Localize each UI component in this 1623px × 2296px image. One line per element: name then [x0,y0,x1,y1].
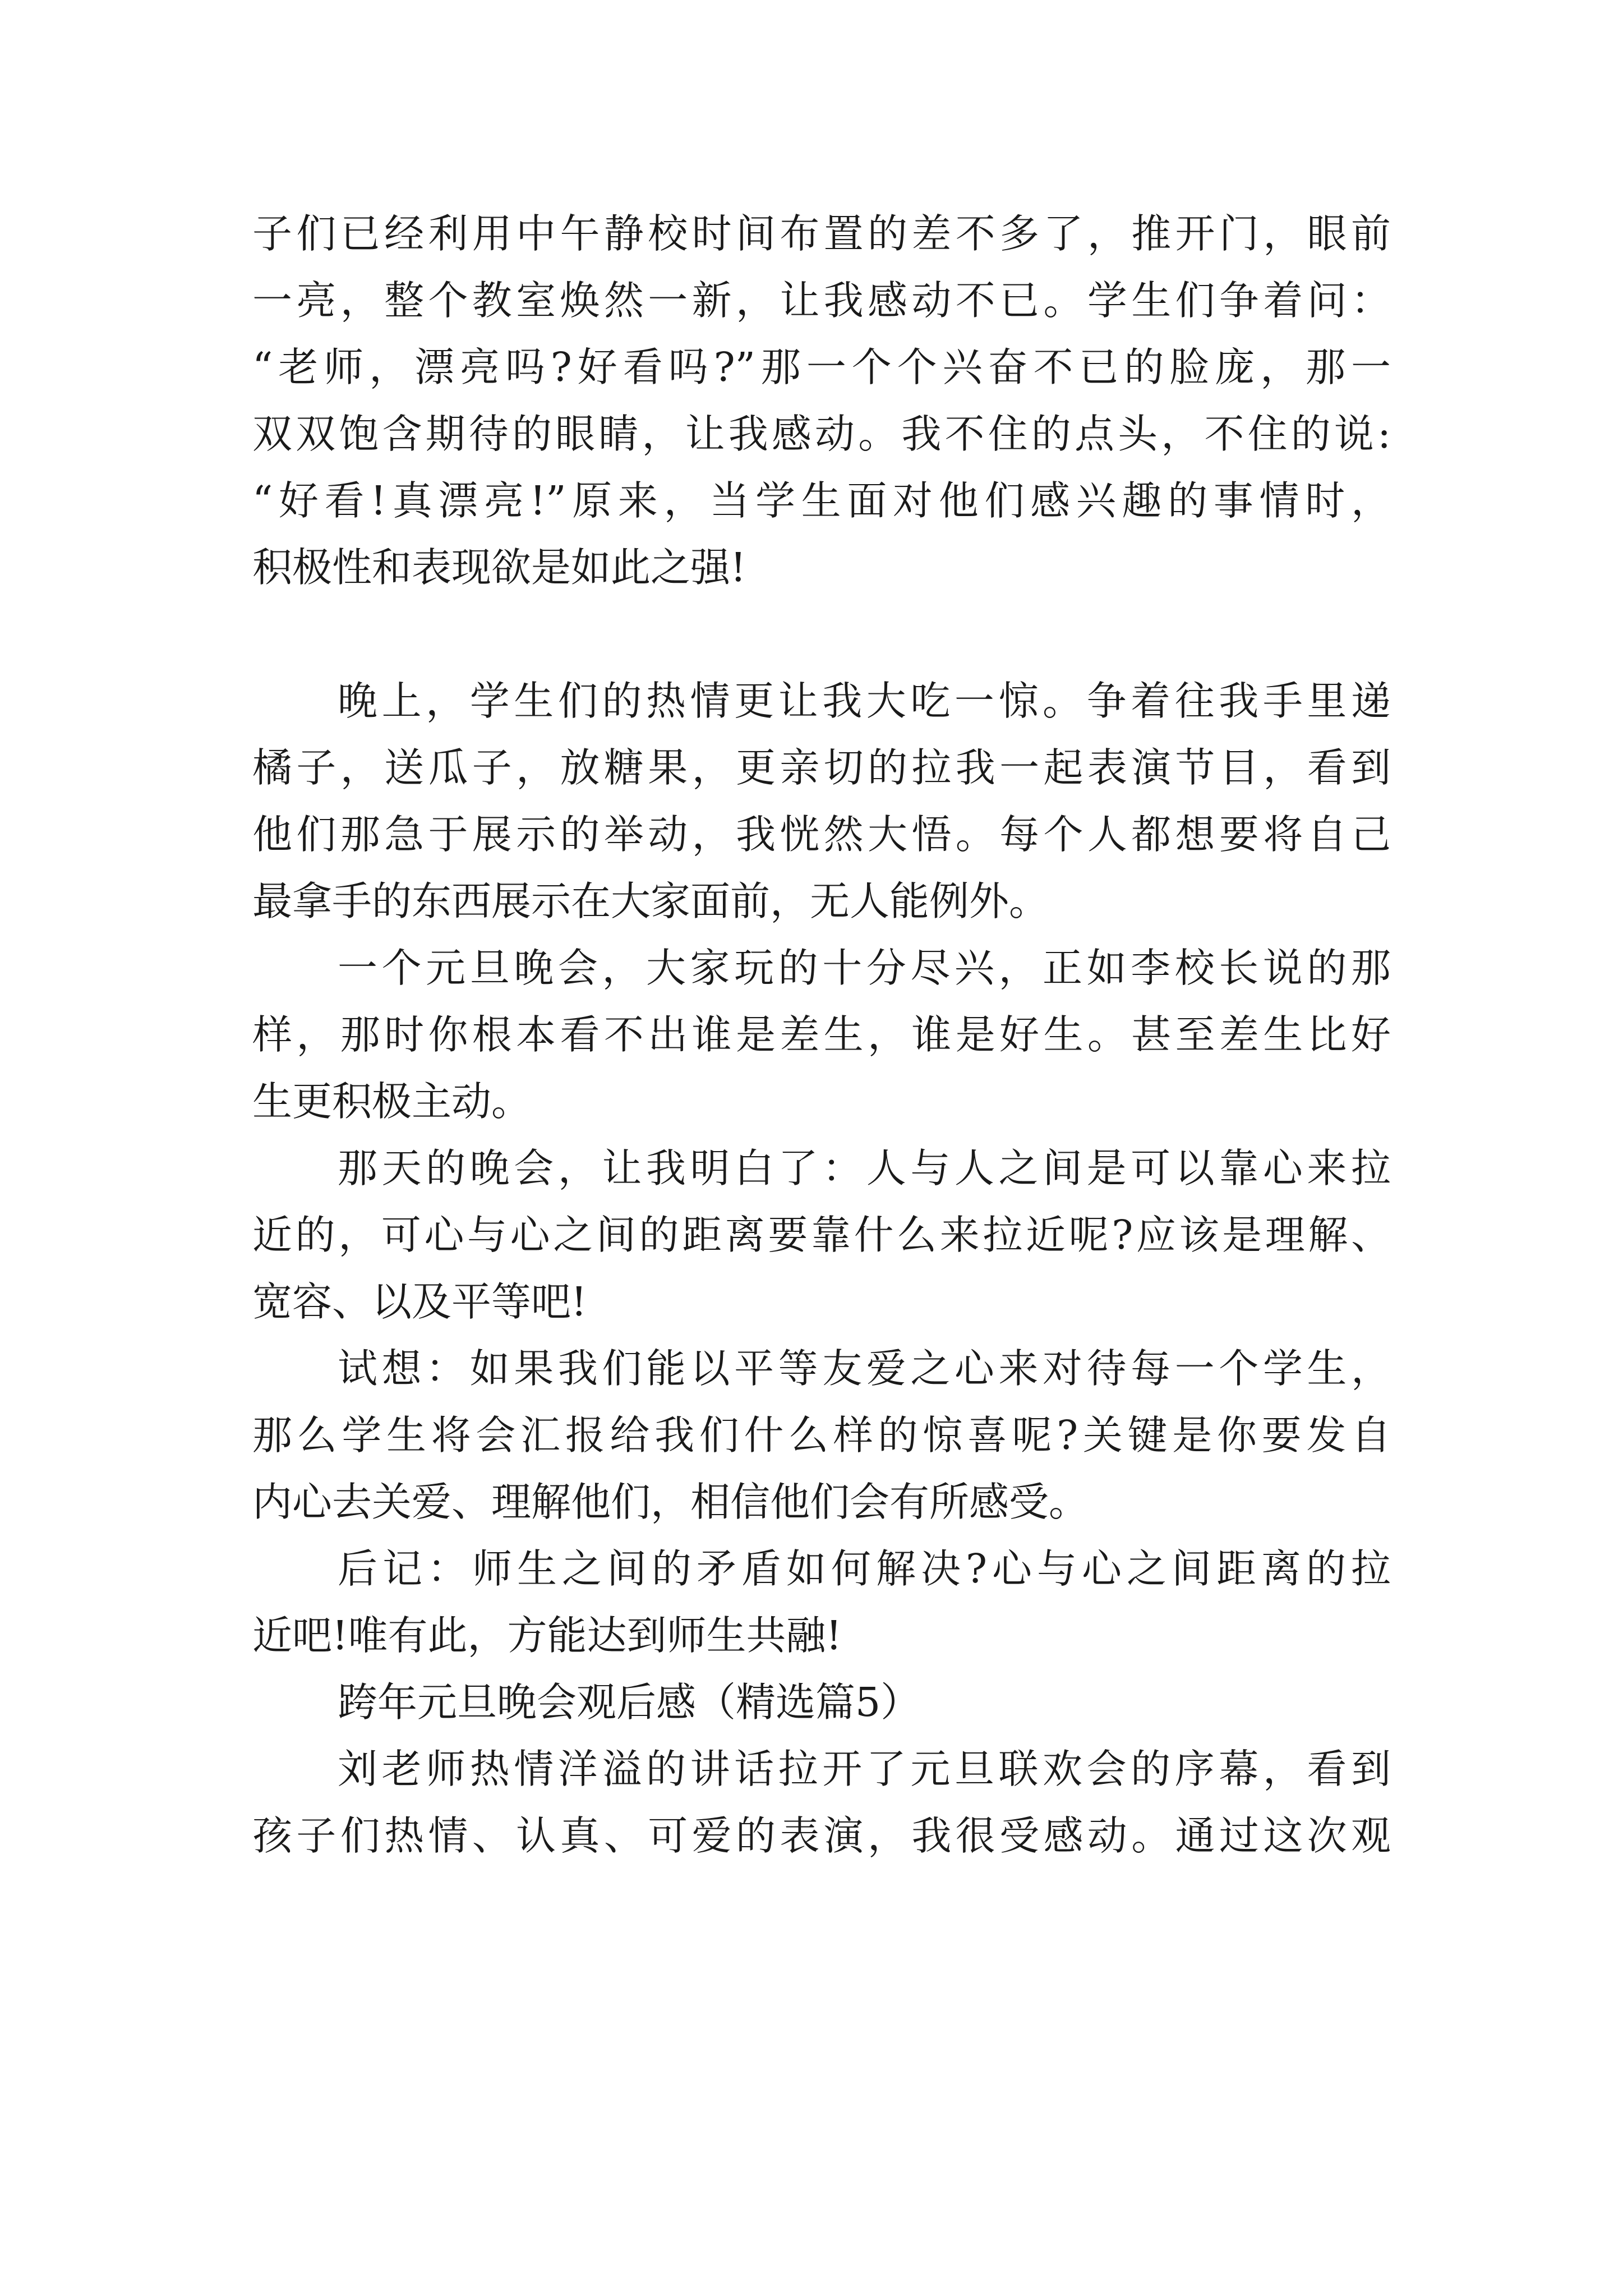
text-line: 积极性和表现欲是如此之强! [252,544,746,591]
text-line: 一个元旦晚会，大家玩的十分尽兴，正如李校长说的那 [338,945,1391,991]
text-line: 宽容、以及平等吧! [252,1278,587,1325]
text-line: 内心去关爱、理解他们，相信他们会有所感受。 [252,1479,1089,1525]
text-line: 子们已经利用中午静校时间布置的差不多了，推开门，眼前 [252,210,1391,257]
section-heading: 跨年元旦晚会观后感（精选篇5） [338,1679,921,1726]
text-line: 那么学生将会汇报给我们什么样的惊喜呢?关键是你要发自 [252,1412,1391,1458]
text-line: 晚上，学生们的热情更让我大吃一惊。争着往我手里递 [338,678,1391,724]
text-line: 一亮，整个教室焕然一新，让我感动不已。学生们争着问： [252,277,1391,324]
text-line: 那天的晚会，让我明白了：人与人之间是可以靠心来拉 [338,1145,1391,1191]
text-line: “老师，漂亮吗?好看吗?”那一个个兴奋不已的脸庞，那一 [252,344,1391,390]
text-line: 近的，可心与心之间的距离要靠什么来拉近呢?应该是理解、 [252,1212,1391,1258]
text-line: 刘老师热情洋溢的讲话拉开了元旦联欢会的序幕，看到 [338,1746,1391,1792]
text-line: 试想：如果我们能以平等友爱之心来对待每一个学生， [338,1345,1391,1392]
text-line: 橘子，送瓜子，放糖果，更亲切的拉我一起表演节目，看到 [252,744,1391,791]
text-line: 双双饱含期待的眼睛，让我感动。我不住的点头，不住的说: [252,411,1391,457]
text-line: “好看!真漂亮!”原来，当学生面对他们感兴趣的事情时， [252,477,1391,524]
text-line: 样，那时你根本看不出谁是差生，谁是好生。甚至差生比好 [252,1011,1391,1058]
text-line: 后记：师生之间的矛盾如何解决?心与心之间距离的拉 [338,1545,1391,1592]
text-line: 他们那急于展示的举动，我恍然大悟。每个人都想要将自己 [252,811,1391,858]
text-line: 孩子们热情、认真、可爱的表演，我很受感动。通过这次观 [252,1812,1391,1859]
text-line: 最拿手的东西展示在大家面前，无人能例外。 [252,878,1049,924]
text-line: 生更积极主动。 [252,1078,532,1125]
text-line: 近吧!唯有此，方能达到师生共融! [252,1612,842,1659]
